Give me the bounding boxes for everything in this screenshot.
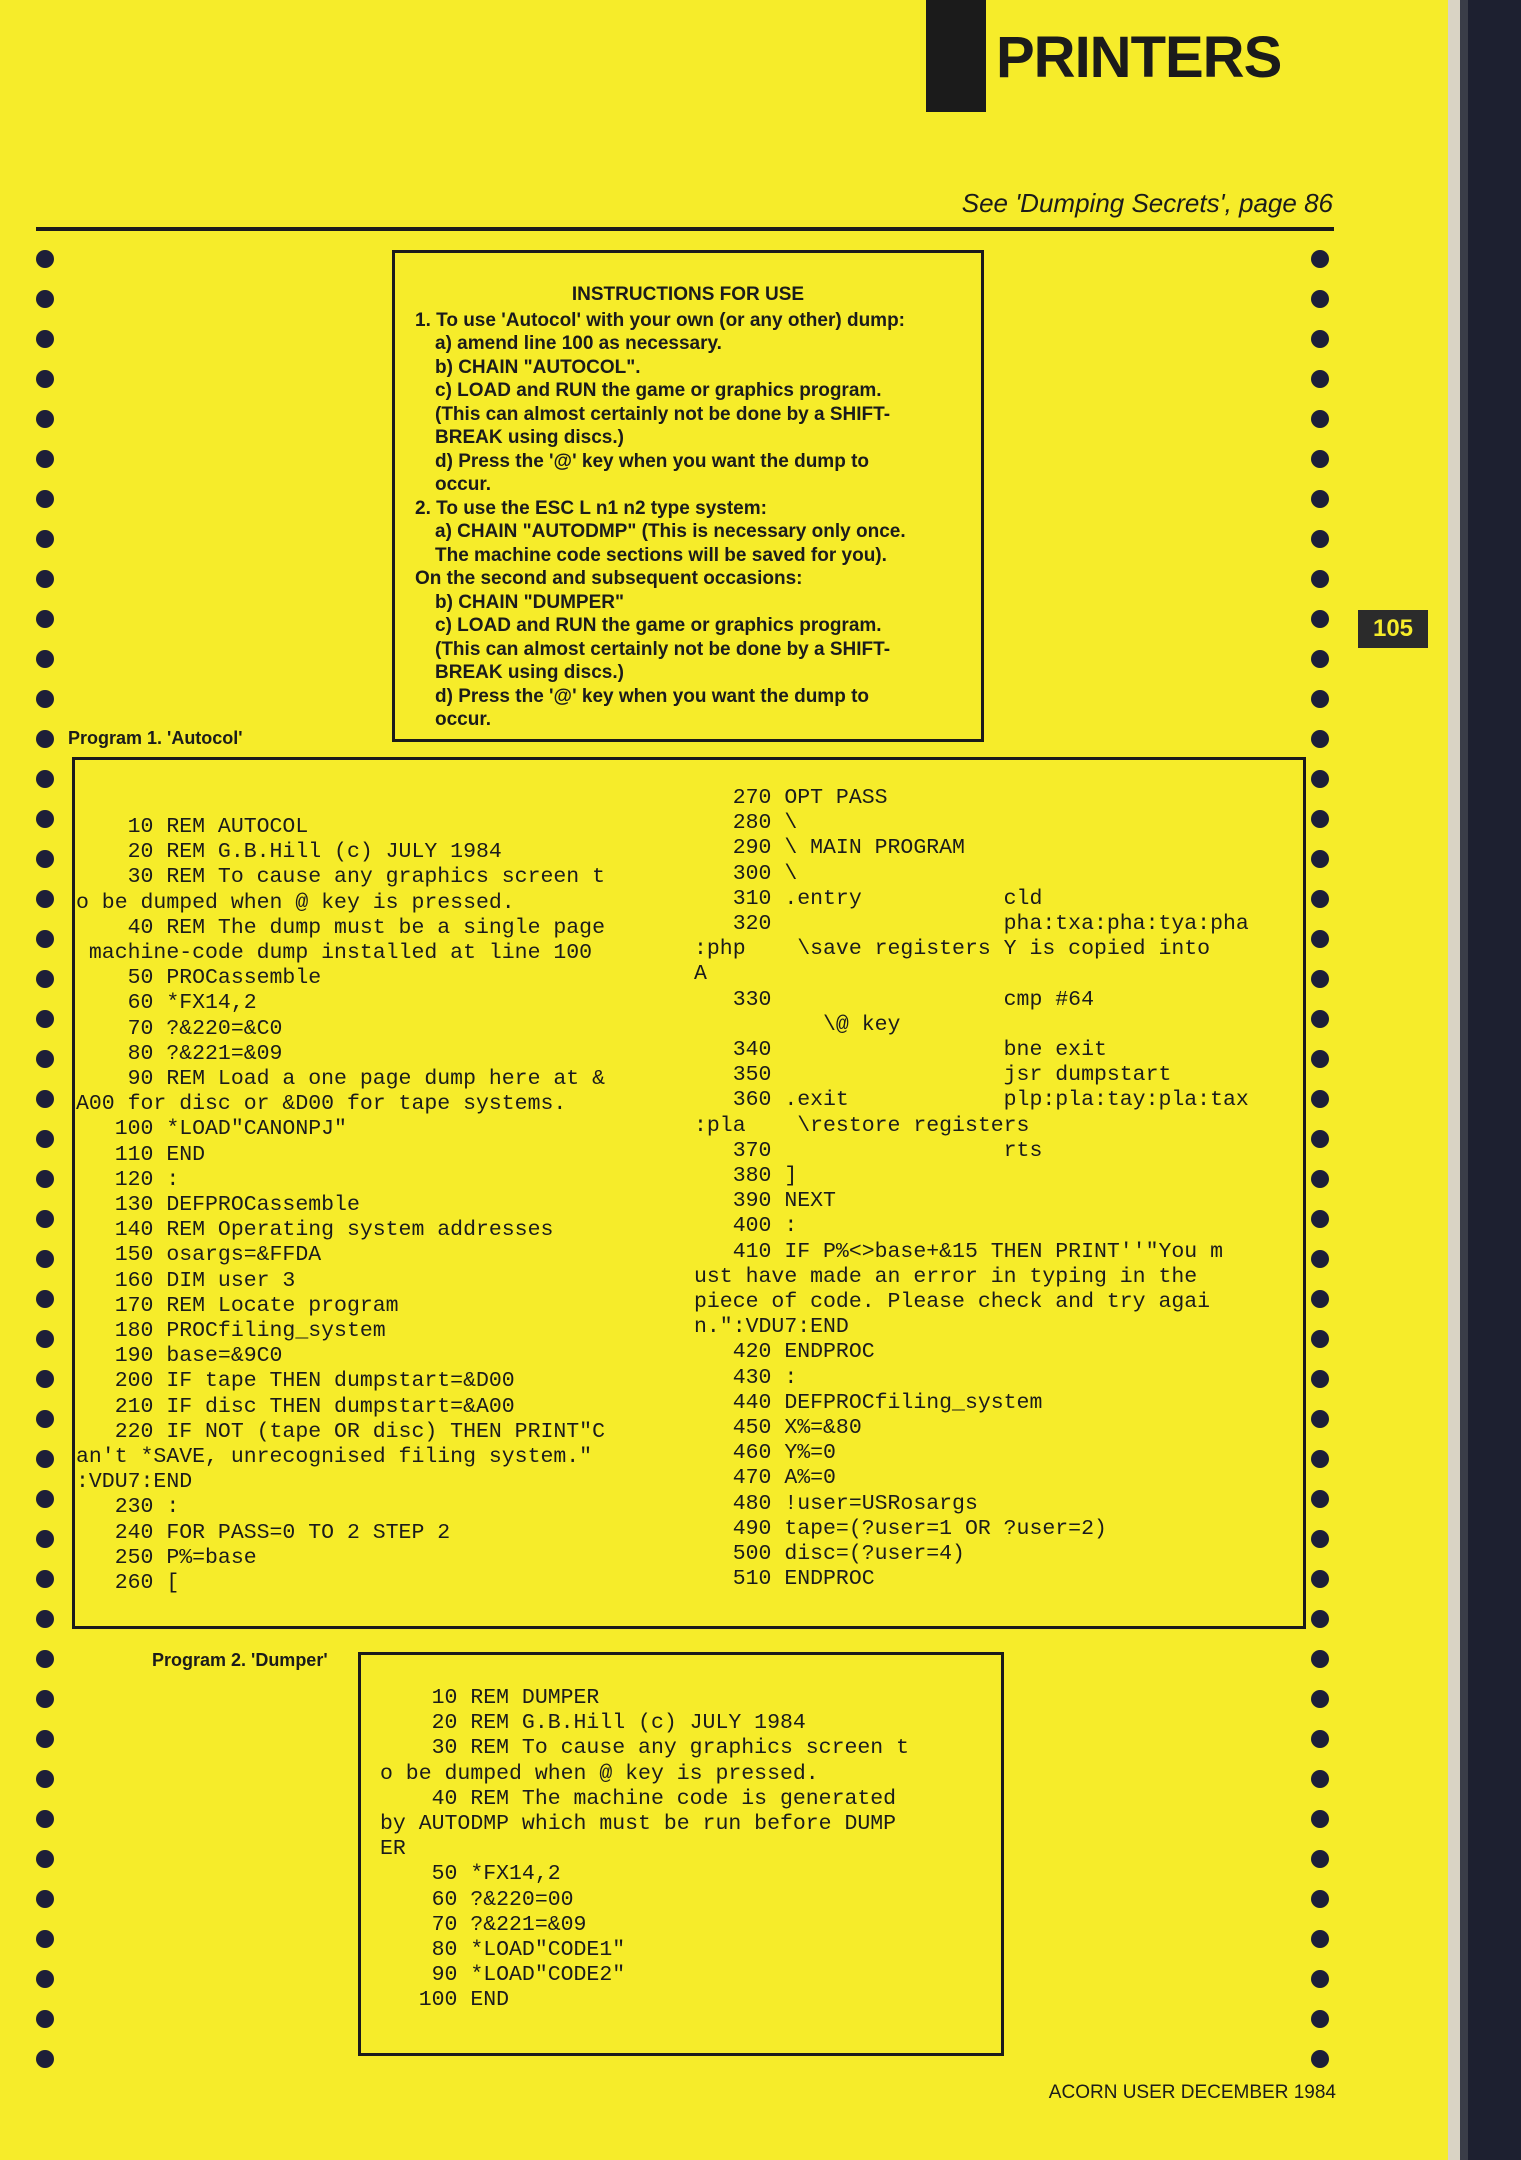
code-line: 230 : [76, 1495, 180, 1520]
code-line: 130 DEFPROCassemble [76, 1193, 360, 1218]
tractor-hole [36, 810, 54, 828]
tractor-hole [36, 370, 54, 388]
code-line: 100 *LOAD"CANONPJ" [76, 1117, 347, 1142]
code-line: 240 FOR PASS=0 TO 2 STEP 2 [76, 1520, 451, 1545]
tractor-hole [1311, 690, 1329, 708]
tractor-hole [1311, 930, 1329, 948]
tractor-hole [1311, 1930, 1329, 1948]
tractor-hole [36, 1010, 54, 1028]
tractor-holes-left [36, 250, 56, 2090]
tractor-hole [36, 1290, 54, 1308]
tractor-hole [36, 1090, 54, 1108]
tractor-hole [1311, 1610, 1329, 1628]
tractor-hole [1311, 530, 1329, 548]
code-line: n.":VDU7:END [694, 1315, 849, 1340]
code-line: 20 REM G.B.Hill (c) JULY 1984 [380, 1711, 806, 1736]
tractor-hole [1311, 1370, 1329, 1388]
tractor-hole [1311, 1410, 1329, 1428]
tractor-hole [1311, 1250, 1329, 1268]
code-line: 440 DEFPROCfiling_system [694, 1390, 1043, 1415]
tractor-hole [36, 1650, 54, 1668]
code-line: 140 REM Operating system addresses [76, 1218, 554, 1243]
code-line: 270 OPT PASS [694, 786, 888, 810]
instructions-title: INSTRUCTIONS FOR USE [571, 284, 805, 305]
tractor-hole [36, 890, 54, 908]
tractor-hole [1311, 1810, 1329, 1828]
tractor-hole [36, 1770, 54, 1788]
tractor-hole [1311, 570, 1329, 588]
code-line: 30 REM To cause any graphics screen t [380, 1736, 909, 1761]
instruction-line: c) LOAD and RUN the game or graphics program. [435, 380, 882, 401]
header-rule [36, 227, 1334, 231]
code-line: machine-code dump installed at line 100 [76, 941, 593, 966]
tractor-hole [36, 250, 54, 268]
tractor-hole [36, 1250, 54, 1268]
code-line: :VDU7:END [76, 1470, 193, 1495]
tractor-hole [1311, 1850, 1329, 1868]
code-line: 160 DIM user 3 [76, 1268, 296, 1293]
code-line: piece of code. Please check and try agai [694, 1290, 1211, 1315]
tractor-holes-right [1311, 250, 1331, 2090]
header-black-bar [926, 0, 986, 112]
tractor-hole [1311, 1330, 1329, 1348]
code-line: 430 : [694, 1365, 798, 1390]
tractor-hole [36, 570, 54, 588]
code-line: an't *SAVE, unrecognised filing system." [76, 1445, 593, 1470]
tractor-hole [1311, 810, 1329, 828]
tractor-hole [1311, 850, 1329, 868]
program1-left-column [76, 815, 605, 1596]
code-line: 480 !user=USRosargs [694, 1491, 978, 1516]
tractor-hole [1311, 1890, 1329, 1908]
instruction-line: On the second and subsequent occasions: [415, 568, 803, 589]
code-line: :pla \restore registers [694, 1113, 1030, 1138]
tractor-hole [36, 970, 54, 988]
code-line: 70 ?&221=&09 [380, 1912, 587, 1937]
instructions-box [392, 250, 984, 742]
tractor-hole [36, 1330, 54, 1348]
tractor-hole [36, 1730, 54, 1748]
code-line: 40 REM The dump must be a single page [76, 915, 605, 940]
tractor-hole [36, 1850, 54, 1868]
tractor-hole [1311, 450, 1329, 468]
code-line: ER [380, 1837, 406, 1862]
code-line: A00 for disc or &D00 for tape systems. [76, 1092, 567, 1117]
tractor-hole [1311, 1050, 1329, 1068]
code-line: 10 REM DUMPER [380, 1686, 600, 1710]
code-line: 220 IF NOT (tape OR disc) THEN PRINT"C [76, 1419, 605, 1444]
code-line: 420 ENDPROC [694, 1340, 875, 1365]
tractor-hole [1311, 1290, 1329, 1308]
instruction-line: (This can almost certainly not be done by a SHIFT- [435, 638, 891, 660]
tractor-hole [1311, 890, 1329, 908]
code-line: 150 osargs=&FFDA [76, 1243, 322, 1268]
program2-caption: Program 2. 'Dumper' [152, 1650, 328, 1670]
tractor-hole [36, 1610, 54, 1628]
tractor-hole [36, 1130, 54, 1148]
tractor-hole [36, 850, 54, 868]
code-line: 50 *FX14,2 [380, 1862, 561, 1887]
code-line: 80 ?&221=&09 [76, 1041, 283, 1066]
code-line: 370 rts [694, 1138, 1043, 1163]
code-line: 10 REM AUTOCOL [76, 815, 309, 839]
tractor-hole [1311, 1210, 1329, 1228]
code-line: 350 jsr dumpstart [694, 1063, 1172, 1088]
tractor-hole [1311, 370, 1329, 388]
tractor-hole [36, 610, 54, 628]
tractor-hole [36, 290, 54, 308]
instruction-line: c) LOAD and RUN the game or graphics program. [435, 615, 882, 636]
tractor-hole [36, 1810, 54, 1828]
instruction-line: d) Press the '@' key when you want the dump to [435, 685, 870, 707]
tractor-hole [1311, 770, 1329, 788]
code-line: 360 .exit plp:pla:tay:pla:tax [694, 1088, 1249, 1113]
code-line: \@ key [694, 1012, 901, 1037]
code-line: 400 : [694, 1214, 798, 1239]
section-title: PRINTERS [996, 25, 1282, 90]
code-line: 90 *LOAD"CODE2" [380, 1963, 626, 1988]
cross-reference: See 'Dumping Secrets', page 86 [961, 188, 1333, 218]
code-line: 50 PROCassemble [76, 966, 322, 991]
code-line: ust have made an error in typing in the [694, 1264, 1198, 1289]
code-line: 40 REM The machine code is generated [380, 1786, 897, 1811]
code-line: by AUTODMP which must be run before DUMP [380, 1812, 897, 1837]
tractor-hole [36, 410, 54, 428]
tractor-hole [36, 1930, 54, 1948]
instruction-line: d) Press the '@' key when you want the dump to [435, 450, 870, 472]
tractor-hole [1311, 730, 1329, 748]
code-line: 330 cmp #64 [694, 987, 1094, 1012]
tractor-hole [36, 1690, 54, 1708]
code-line: 460 Y%=0 [694, 1441, 836, 1466]
tractor-hole [1311, 1170, 1329, 1188]
instruction-line: a) CHAIN "AUTODMP" (This is necessary only once. [435, 521, 906, 542]
instruction-line: 1. To use 'Autocol' with your own (or any other) dump: [415, 309, 906, 331]
code-line: 320 pha:txa:pha:tya:pha [694, 912, 1249, 937]
code-line: 100 END [380, 1988, 510, 2013]
code-line: 450 X%=&80 [694, 1416, 862, 1441]
program1-caption: Program 1. 'Autocol' [68, 728, 243, 748]
tractor-hole [36, 530, 54, 548]
code-line: 280 \ [694, 811, 798, 836]
code-line: 110 END [76, 1142, 206, 1167]
code-line: 90 REM Load a one page dump here at & [76, 1067, 605, 1092]
code-line: 180 PROCfiling_system [76, 1319, 386, 1344]
code-line: 80 *LOAD"CODE1" [380, 1938, 626, 1963]
tractor-hole [1311, 1690, 1329, 1708]
code-line: 190 base=&9C0 [76, 1344, 283, 1369]
code-line: :php \save registers Y is copied into [694, 937, 1211, 962]
tractor-hole [1311, 1730, 1329, 1748]
code-line: 200 IF tape THEN dumpstart=&D00 [76, 1369, 515, 1394]
tractor-hole [36, 1050, 54, 1068]
code-line: 340 bne exit [694, 1038, 1107, 1063]
tractor-hole [36, 1370, 54, 1388]
instruction-line: b) CHAIN "DUMPER" [435, 591, 625, 613]
tractor-hole [36, 1890, 54, 1908]
tractor-hole [36, 930, 54, 948]
code-line: 390 NEXT [694, 1189, 836, 1214]
code-line: 60 *FX14,2 [76, 991, 257, 1016]
tractor-hole [36, 770, 54, 788]
instruction-line: 2. To use the ESC L n1 n2 type system: [415, 497, 767, 519]
tractor-hole [36, 1490, 54, 1508]
code-line: 470 A%=0 [694, 1466, 836, 1491]
tractor-hole [36, 490, 54, 508]
instruction-line: a) amend line 100 as necessary. [435, 333, 722, 354]
tractor-hole [36, 690, 54, 708]
code-line: o be dumped when @ key is pressed. [380, 1761, 819, 1786]
tractor-hole [1311, 1530, 1329, 1548]
tractor-hole [36, 2010, 54, 2028]
tractor-hole [36, 650, 54, 668]
code-line: 410 IF P%<>base+&15 THEN PRINT''"You m [694, 1239, 1223, 1264]
tractor-hole [1311, 410, 1329, 428]
tractor-hole [1311, 1650, 1329, 1668]
tractor-hole [1311, 1770, 1329, 1788]
tractor-hole [1311, 1570, 1329, 1588]
program2-listing [380, 1686, 909, 2014]
page-footer: ACORN USER DECEMBER 1984 [1048, 2082, 1336, 2103]
code-line: 60 ?&220=00 [380, 1887, 574, 1912]
tractor-hole [1311, 290, 1329, 308]
tractor-hole [36, 1410, 54, 1428]
tractor-hole [1311, 1090, 1329, 1108]
instruction-line: The machine code sections will be saved for you). [435, 544, 887, 566]
code-line: 300 \ [694, 861, 798, 886]
tractor-hole [36, 1170, 54, 1188]
code-line: 250 P%=base [76, 1545, 257, 1570]
instruction-line: b) CHAIN "AUTOCOL". [435, 356, 641, 378]
code-line: 490 tape=(?user=1 OR ?user=2) [694, 1516, 1107, 1541]
code-line: 20 REM G.B.Hill (c) JULY 1984 [76, 840, 502, 865]
code-line: 70 ?&220=&C0 [76, 1016, 283, 1041]
code-line: 380 ] [694, 1164, 798, 1189]
page-number-tab: 105 [1358, 610, 1428, 648]
tractor-hole [1311, 2050, 1329, 2068]
tractor-hole [1311, 1970, 1329, 1988]
tractor-hole [36, 1970, 54, 1988]
instruction-line: BREAK using discs.) [435, 662, 624, 683]
tractor-hole [1311, 1010, 1329, 1028]
program1-right-column [694, 786, 1249, 1593]
tractor-hole [1311, 650, 1329, 668]
tractor-hole [36, 1450, 54, 1468]
instruction-line: occur. [435, 474, 491, 495]
tractor-hole [1311, 1450, 1329, 1468]
tractor-hole [36, 330, 54, 348]
tractor-hole [1311, 330, 1329, 348]
tractor-hole [1311, 2010, 1329, 2028]
code-line: 210 IF disc THEN dumpstart=&A00 [76, 1394, 515, 1419]
tractor-hole [1311, 970, 1329, 988]
code-line: 120 : [76, 1167, 180, 1192]
code-line: 310 .entry cld [694, 886, 1043, 911]
code-line: o be dumped when @ key is pressed. [76, 890, 515, 915]
tractor-hole [1311, 250, 1329, 268]
code-line: 510 ENDPROC [694, 1567, 875, 1592]
tractor-hole [36, 1530, 54, 1548]
tractor-hole [1311, 1130, 1329, 1148]
tractor-hole [36, 1210, 54, 1228]
code-line: A [694, 962, 707, 987]
instruction-line: BREAK using discs.) [435, 427, 624, 448]
page-edge [1448, 0, 1521, 2160]
instruction-line: occur. [435, 709, 491, 730]
tractor-hole [36, 730, 54, 748]
code-line: 170 REM Locate program [76, 1293, 399, 1318]
code-line: 30 REM To cause any graphics screen t [76, 865, 605, 890]
tractor-hole [36, 2050, 54, 2068]
code-line: 290 \ MAIN PROGRAM [694, 836, 965, 861]
tractor-hole [36, 1570, 54, 1588]
tractor-hole [1311, 610, 1329, 628]
instruction-line: (This can almost certainly not be done by a SHIFT- [435, 403, 891, 425]
tractor-hole [36, 450, 54, 468]
tractor-hole [1311, 1490, 1329, 1508]
tractor-hole [1311, 490, 1329, 508]
code-line: 260 [ [76, 1571, 180, 1596]
code-line: 500 disc=(?user=4) [694, 1542, 965, 1567]
